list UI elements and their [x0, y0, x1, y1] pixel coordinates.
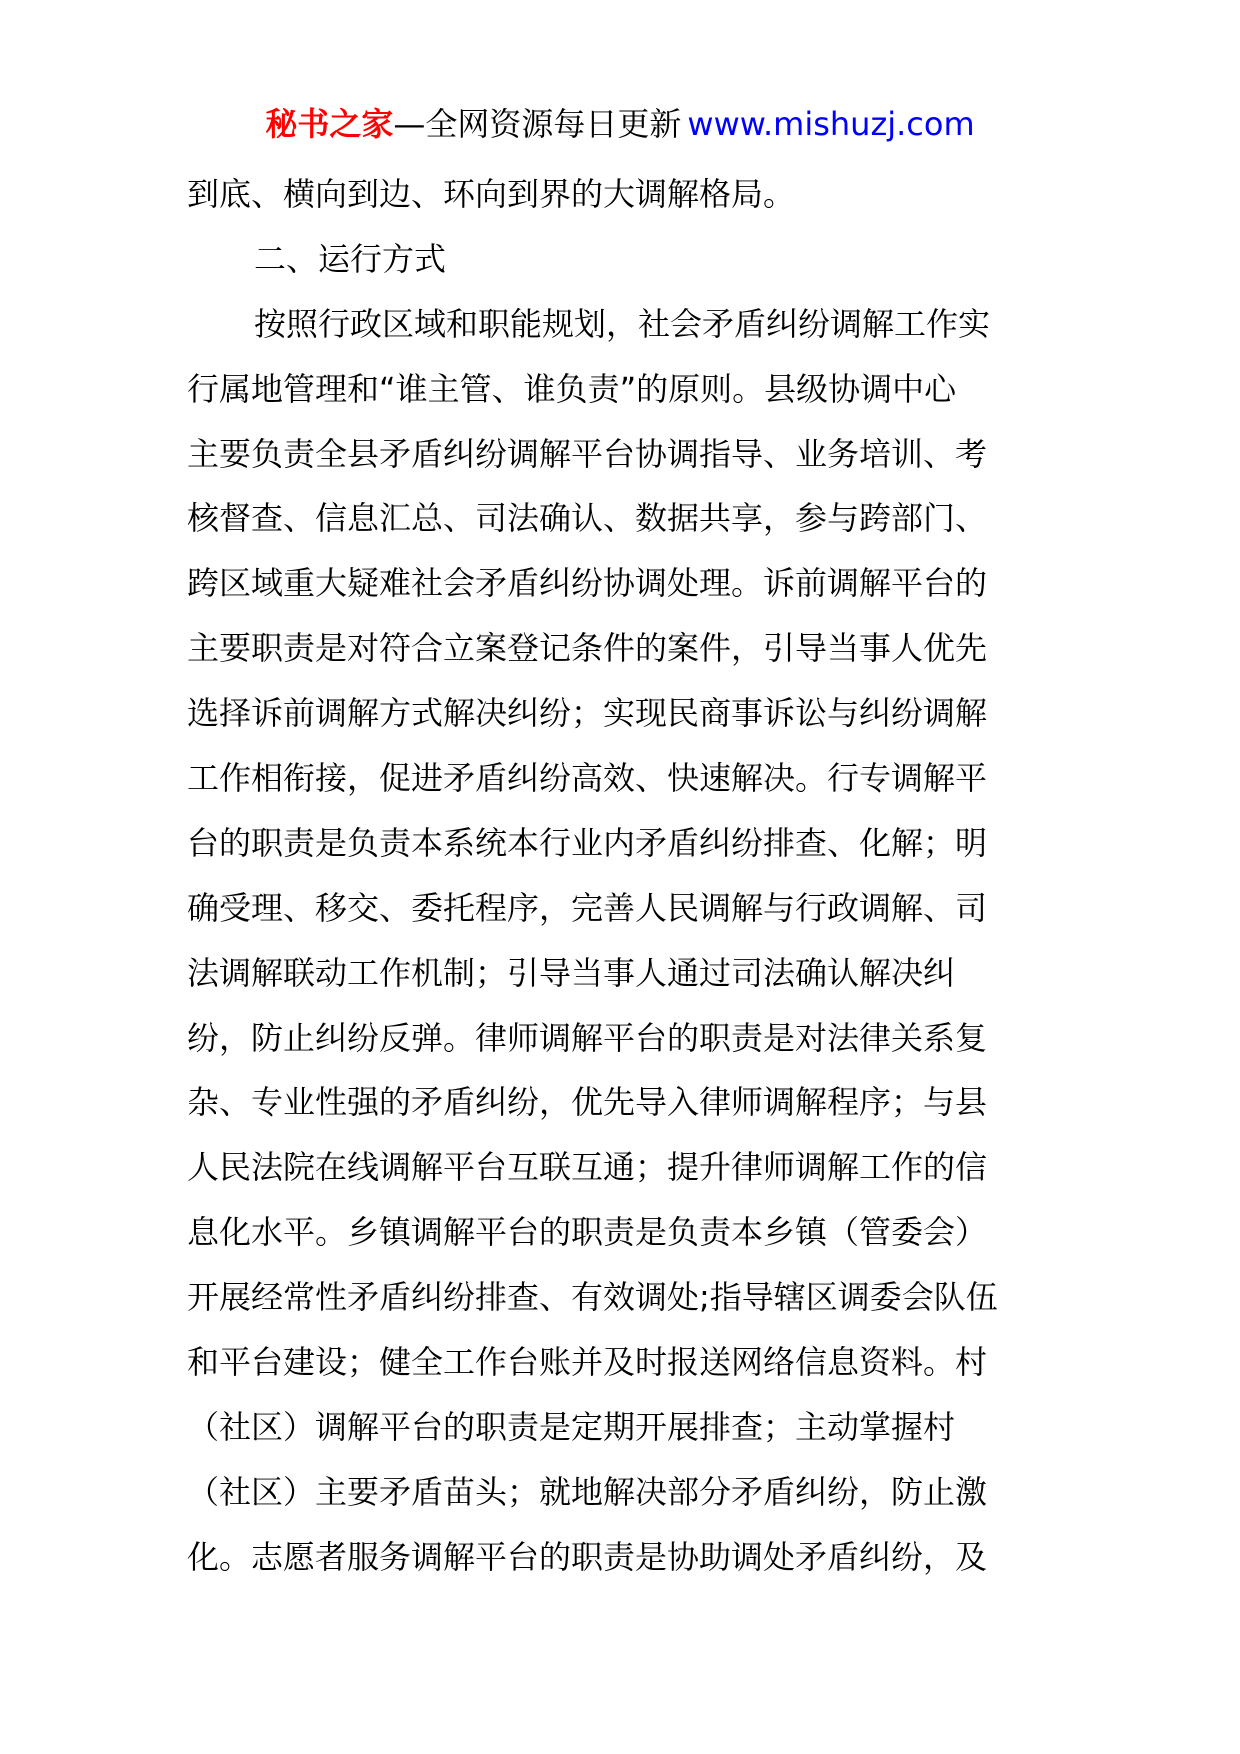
- paragraph-line: （社区）主要矛盾苗头；就地解决部分矛盾纠纷，防止激: [187, 1472, 988, 1511]
- paragraph-line: 法调解联动工作机制；引导当事人通过司法确认解决纠: [187, 953, 956, 992]
- paragraph-line: 选择诉前调解方式解决纠纷；实现民商事诉讼与纠纷调解: [187, 694, 988, 733]
- body-text: [187, 162, 1059, 1590]
- paragraph-line: 到底、横向到边、环向到界的大调解格局。: [187, 175, 796, 213]
- paragraph-line: 息化水平。乡镇调解平台的职责是负责本乡镇（管委会）: [187, 1213, 988, 1252]
- paragraph-line: 开展经常性矛盾纠纷排查、有效调处;指导辖区调委会队伍: [187, 1278, 998, 1317]
- paragraph-line: 杂、专业性强的矛盾纠纷，优先导入律师调解程序；与县: [187, 1083, 988, 1122]
- paragraph-line: 主要职责是对符合立案登记条件的案件，引导当事人优先: [187, 629, 988, 668]
- paragraph-line: 台的职责是负责本系统本行业内矛盾纠纷排查、化解；明: [187, 823, 988, 862]
- paragraph-line: 工作相衔接，促进矛盾纠纷高效、快速解决。行专调解平: [187, 759, 988, 798]
- paragraph-line: 行属地管理和“谁主管、谁负责”的原则。县级协调中心: [187, 369, 957, 408]
- paragraph-line: 按照行政区域和职能规划，社会矛盾纠纷调解工作实: [254, 304, 991, 343]
- paragraph-line: 确受理、移交、委托程序，完善人民调解与行政调解、司: [187, 888, 988, 927]
- paragraph-line: 纷，防止纠纷反弹。律师调解平台的职责是对法律关系复: [187, 1018, 988, 1057]
- header-url-link[interactable]: www.mishuzj.com: [687, 105, 975, 143]
- header-slogan: —全网资源每日更新: [393, 105, 682, 143]
- header-brand: 秘书之家: [265, 105, 394, 143]
- paragraph-line: （社区）调解平台的职责是定期开展排查；主动掌握村: [187, 1407, 956, 1446]
- paragraph-line: 跨区域重大疑难社会矛盾纠纷协调处理。诉前调解平台的: [187, 564, 988, 603]
- paragraph-line: 化。志愿者服务调解平台的职责是协助调处矛盾纠纷，及: [187, 1537, 988, 1576]
- section-heading: 二、运行方式: [254, 239, 447, 278]
- page-header: [0, 102, 1240, 146]
- paragraph-line: 核督查、信息汇总、司法确认、数据共享，参与跨部门、: [187, 499, 988, 538]
- paragraph-line: 主要负责全县矛盾纠纷调解平台协调指导、业务培训、考: [187, 434, 988, 473]
- paragraph-line: 人民法院在线调解平台互联互通；提升律师调解工作的信: [187, 1148, 988, 1187]
- paragraph-line: 和平台建设；健全工作台账并及时报送网络信息资料。村: [187, 1343, 988, 1382]
